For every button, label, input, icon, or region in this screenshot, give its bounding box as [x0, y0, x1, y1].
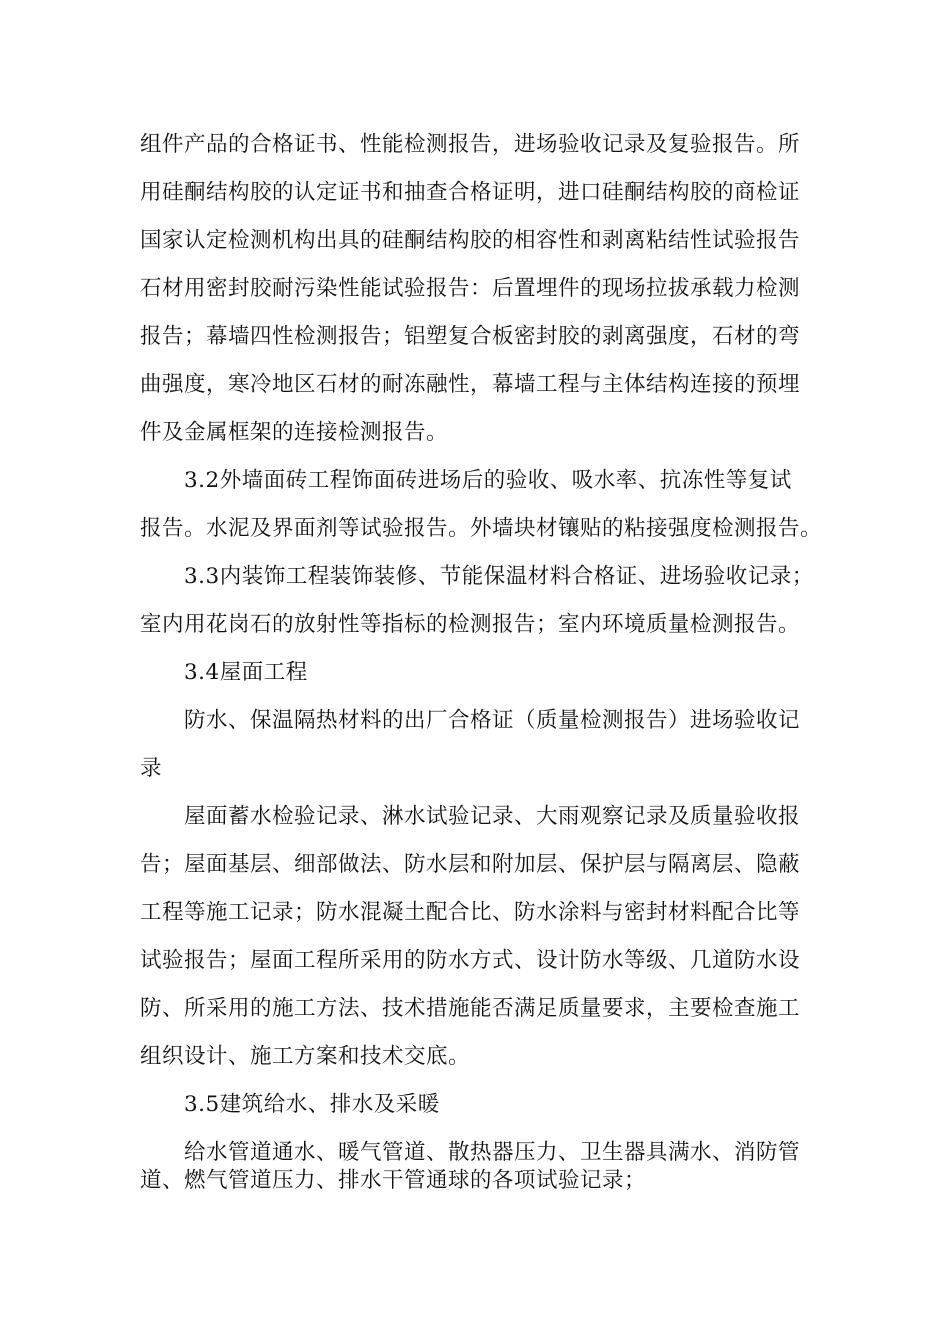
text-line: 组织设计、施工方案和技术交底。	[140, 1044, 471, 1069]
text-line: 报告。水泥及界面剂等试验报告。外墙块材镶贴的粘接强度检测报告。	[140, 516, 823, 541]
text-line: 防水、保温隔热材料的出厂合格证（质量检测报告）进场验收记	[184, 708, 801, 733]
text-line: 防、所采用的施工方法、技术措施能否满足质量要求，主要检查施工	[140, 996, 801, 1021]
section-heading-3-4: 3.4屋面工程	[184, 660, 308, 685]
text-line: 工程等施工记录；防水混凝土配合比、防水涂料与密封材料配合比等	[140, 900, 801, 925]
section-heading-3-2: 3.2外墙面砖工程饰面砖进场后的验收、吸水率、抗冻性等复试	[184, 468, 792, 493]
text-line: 石材用密封胶耐污染性能试验报告：后置埋件的现场拉拔承载力检测	[140, 276, 801, 301]
text-line: 国家认定检测机构出具的硅酮结构胶的相容性和剥离粘结性试验报告	[140, 228, 801, 253]
text-line: 录	[140, 756, 163, 781]
text-line: 试验报告；屋面工程所采用的防水方式、设计防水等级、几道防水设	[140, 948, 801, 973]
text-line: 给水管道通水、暖气管道、散热器压力、卫生器具满水、消防管	[184, 1140, 801, 1165]
text-line: 报告；幕墙四性检测报告；铝塑复合板密封胶的剥离强度，石材的弯	[140, 324, 801, 349]
text-line: 屋面蓄水检验记录、淋水试验记录、大雨观察记录及质量验收报	[184, 804, 801, 829]
text-line: 室内用花岗石的放射性等指标的检测报告；室内环境质量检测报告。	[140, 612, 801, 637]
text-line: 用硅酮结构胶的认定证书和抽查合格证明，进口硅酮结构胶的商检证	[140, 180, 801, 205]
text-line: 件及金属框架的连接检测报告。	[140, 420, 449, 445]
section-heading-3-3: 3.3内装饰工程装饰装修、节能保温材料合格证、进场验收记录；	[184, 564, 814, 589]
text-line: 组件产品的合格证书、性能检测报告，进场验收记录及复验报告。所	[140, 132, 801, 157]
text-line: 告；屋面基层、细部做法、防水层和附加层、保护层与隔离层、隐蔽	[140, 852, 801, 877]
text-line: 道、燃气管道压力、排水干管通球的各项试验记录；	[140, 1168, 647, 1193]
section-heading-3-5: 3.5建筑给水、排水及采暖	[184, 1092, 440, 1117]
text-line: 曲强度，寒冷地区石材的耐冻融性，幕墙工程与主体结构连接的预埋	[140, 372, 801, 397]
